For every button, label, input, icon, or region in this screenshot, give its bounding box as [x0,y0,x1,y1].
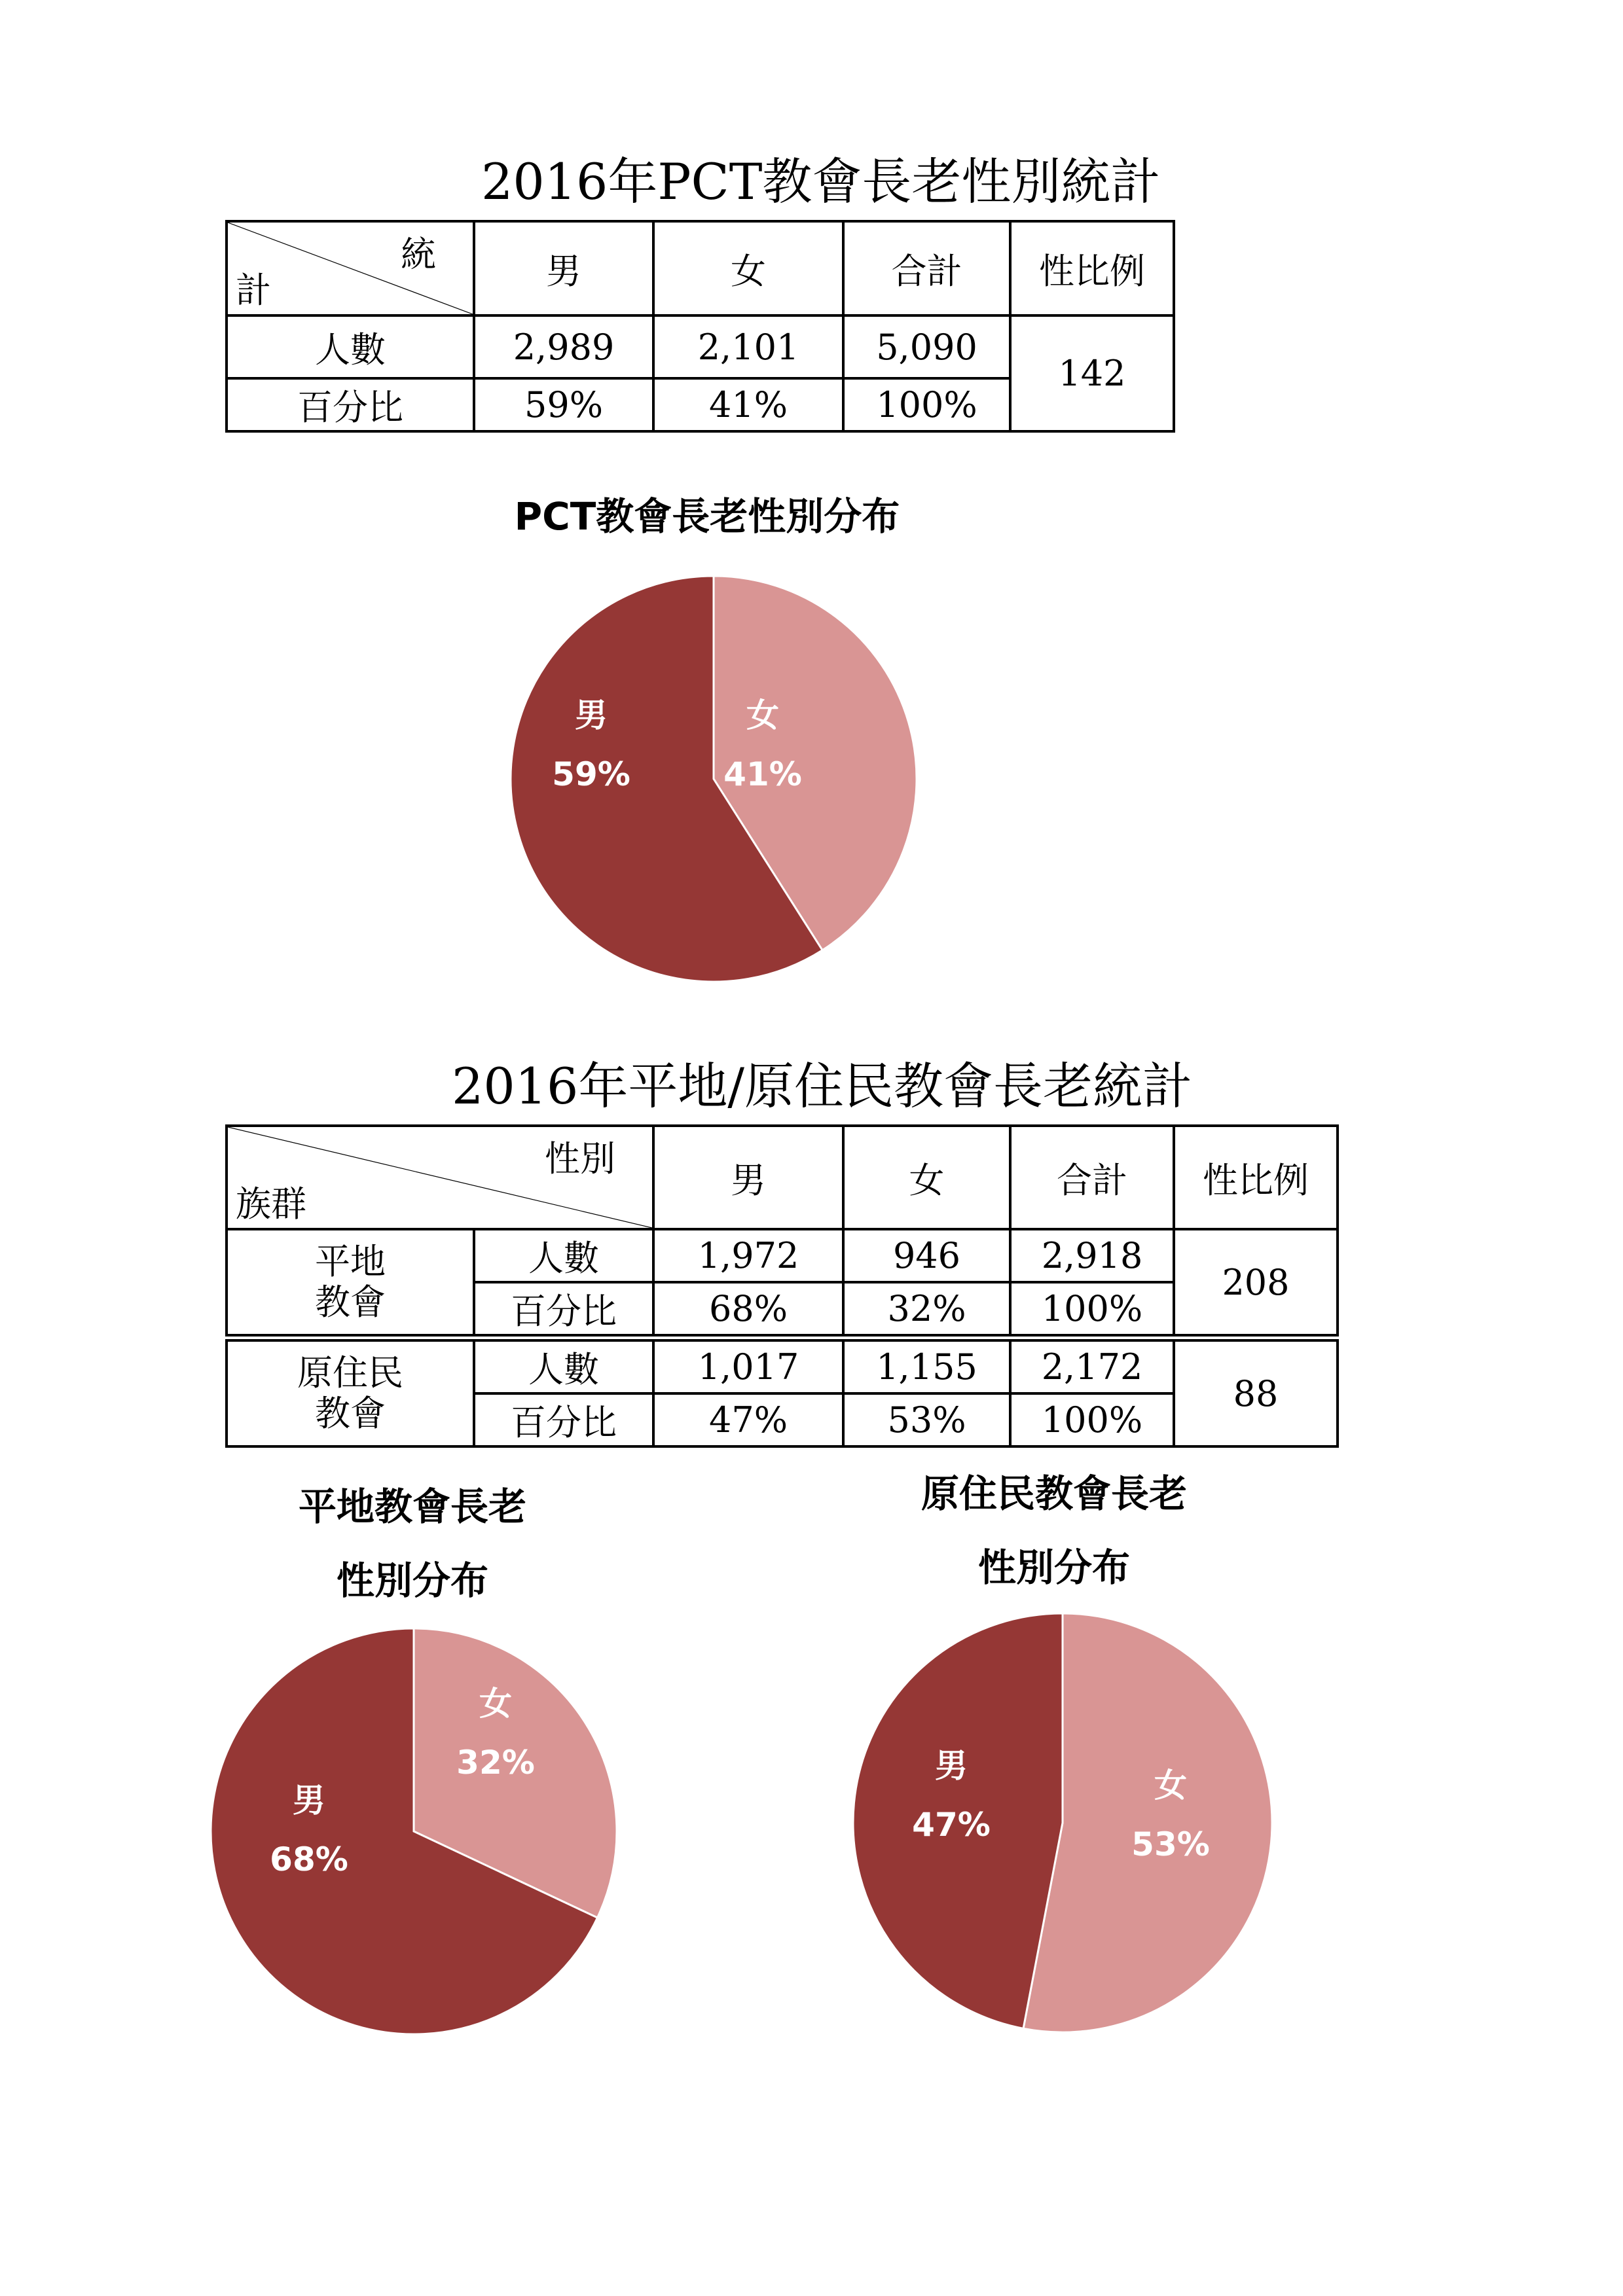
table1-header-female: 女 [653,221,843,315]
table1-corner-bottom: 計 [236,270,271,311]
table2-cell: 946 [843,1229,1010,1282]
table2-cell: 100% [1010,1393,1174,1446]
table1-cell: 59% [474,378,653,431]
pie3-subtitle: 性別分布 [977,1545,1130,1590]
table1-cell: 100% [843,378,1010,431]
pie-label-female-category: 女 [746,696,779,734]
table2-row-label: 人數 [474,1338,653,1393]
pie-label-male-percent: 68% [270,1840,348,1878]
table2-cell: 1,972 [653,1229,843,1282]
pie-label-male-percent: 59% [552,755,630,793]
table2-cell: 1,155 [843,1338,1010,1393]
table2-cell: 68% [653,1282,843,1338]
table1 [225,220,1175,433]
table2-corner-cell [227,1126,653,1229]
table2-cell: 53% [843,1393,1010,1446]
table2-sex-ratio: 208 [1174,1229,1338,1338]
table1-row-label: 百分比 [227,378,474,431]
pie3-title: 原住民教會長老 [921,1471,1187,1516]
table2-cell: 2,172 [1010,1338,1174,1393]
table1-title: 2016年PCT教會長老性別統計 [481,152,1161,211]
pie2 [211,1628,617,2034]
table2 [225,1124,1339,1448]
table2-row-label: 人數 [474,1229,653,1282]
table2-group-name: 平地 教會 [227,1229,474,1338]
table2-header-sex-ratio: 性比例 [1174,1126,1338,1229]
table2-header-male: 男 [653,1126,843,1229]
table2-cell: 47% [653,1393,843,1446]
table1-cell: 2,101 [653,315,843,378]
pie-label-female-percent: 41% [723,755,802,793]
table1-header-total: 合計 [843,221,1010,315]
pie-label-female-percent: 32% [456,1744,535,1782]
table2-cell: 100% [1010,1282,1174,1338]
table2-header-female: 女 [843,1126,1010,1229]
table1-row-label: 人數 [227,315,474,378]
pie-label-male-category: 男 [293,1782,325,1820]
pie2-title: 平地教會長老 [298,1484,526,1529]
pie-label-female-percent: 53% [1131,1825,1210,1863]
table1-sex-ratio: 142 [1010,315,1174,431]
table2-corner-bottom: 族群 [236,1183,306,1225]
table2-cell: 1,017 [653,1338,843,1393]
table1-corner-top: 統 [401,234,436,275]
table2-row-label: 百分比 [474,1282,653,1338]
table2-corner-top: 性別 [545,1138,615,1179]
table1-header-male: 男 [474,221,653,315]
table1-cell: 2,989 [474,315,653,378]
table1-cell: 41% [653,378,843,431]
table2-cell: 2,918 [1010,1229,1174,1282]
table1-corner-cell [227,221,474,315]
table2-sex-ratio: 88 [1174,1338,1338,1446]
pie-label-male-category: 男 [935,1747,968,1785]
table2-row-label: 百分比 [474,1393,653,1446]
pie-label-male-category: 男 [575,696,608,734]
pie1-title: PCT教會長老性別分布 [514,494,900,539]
table2-title: 2016年平地/原住民教會長老統計 [452,1057,1193,1115]
table2-header-total: 合計 [1010,1126,1174,1229]
table1-cell: 5,090 [843,315,1010,378]
pie1 [511,576,917,982]
table2-group-name: 原住民 教會 [227,1338,474,1446]
pie-label-female-category: 女 [479,1685,512,1723]
pie-label-male-percent: 47% [912,1806,991,1844]
pie3 [853,1613,1272,2032]
pie-label-female-category: 女 [1154,1767,1187,1804]
table2-cell: 32% [843,1282,1010,1338]
pie2-subtitle: 性別分布 [336,1558,488,1603]
table1-header-sex-ratio: 性比例 [1010,221,1174,315]
